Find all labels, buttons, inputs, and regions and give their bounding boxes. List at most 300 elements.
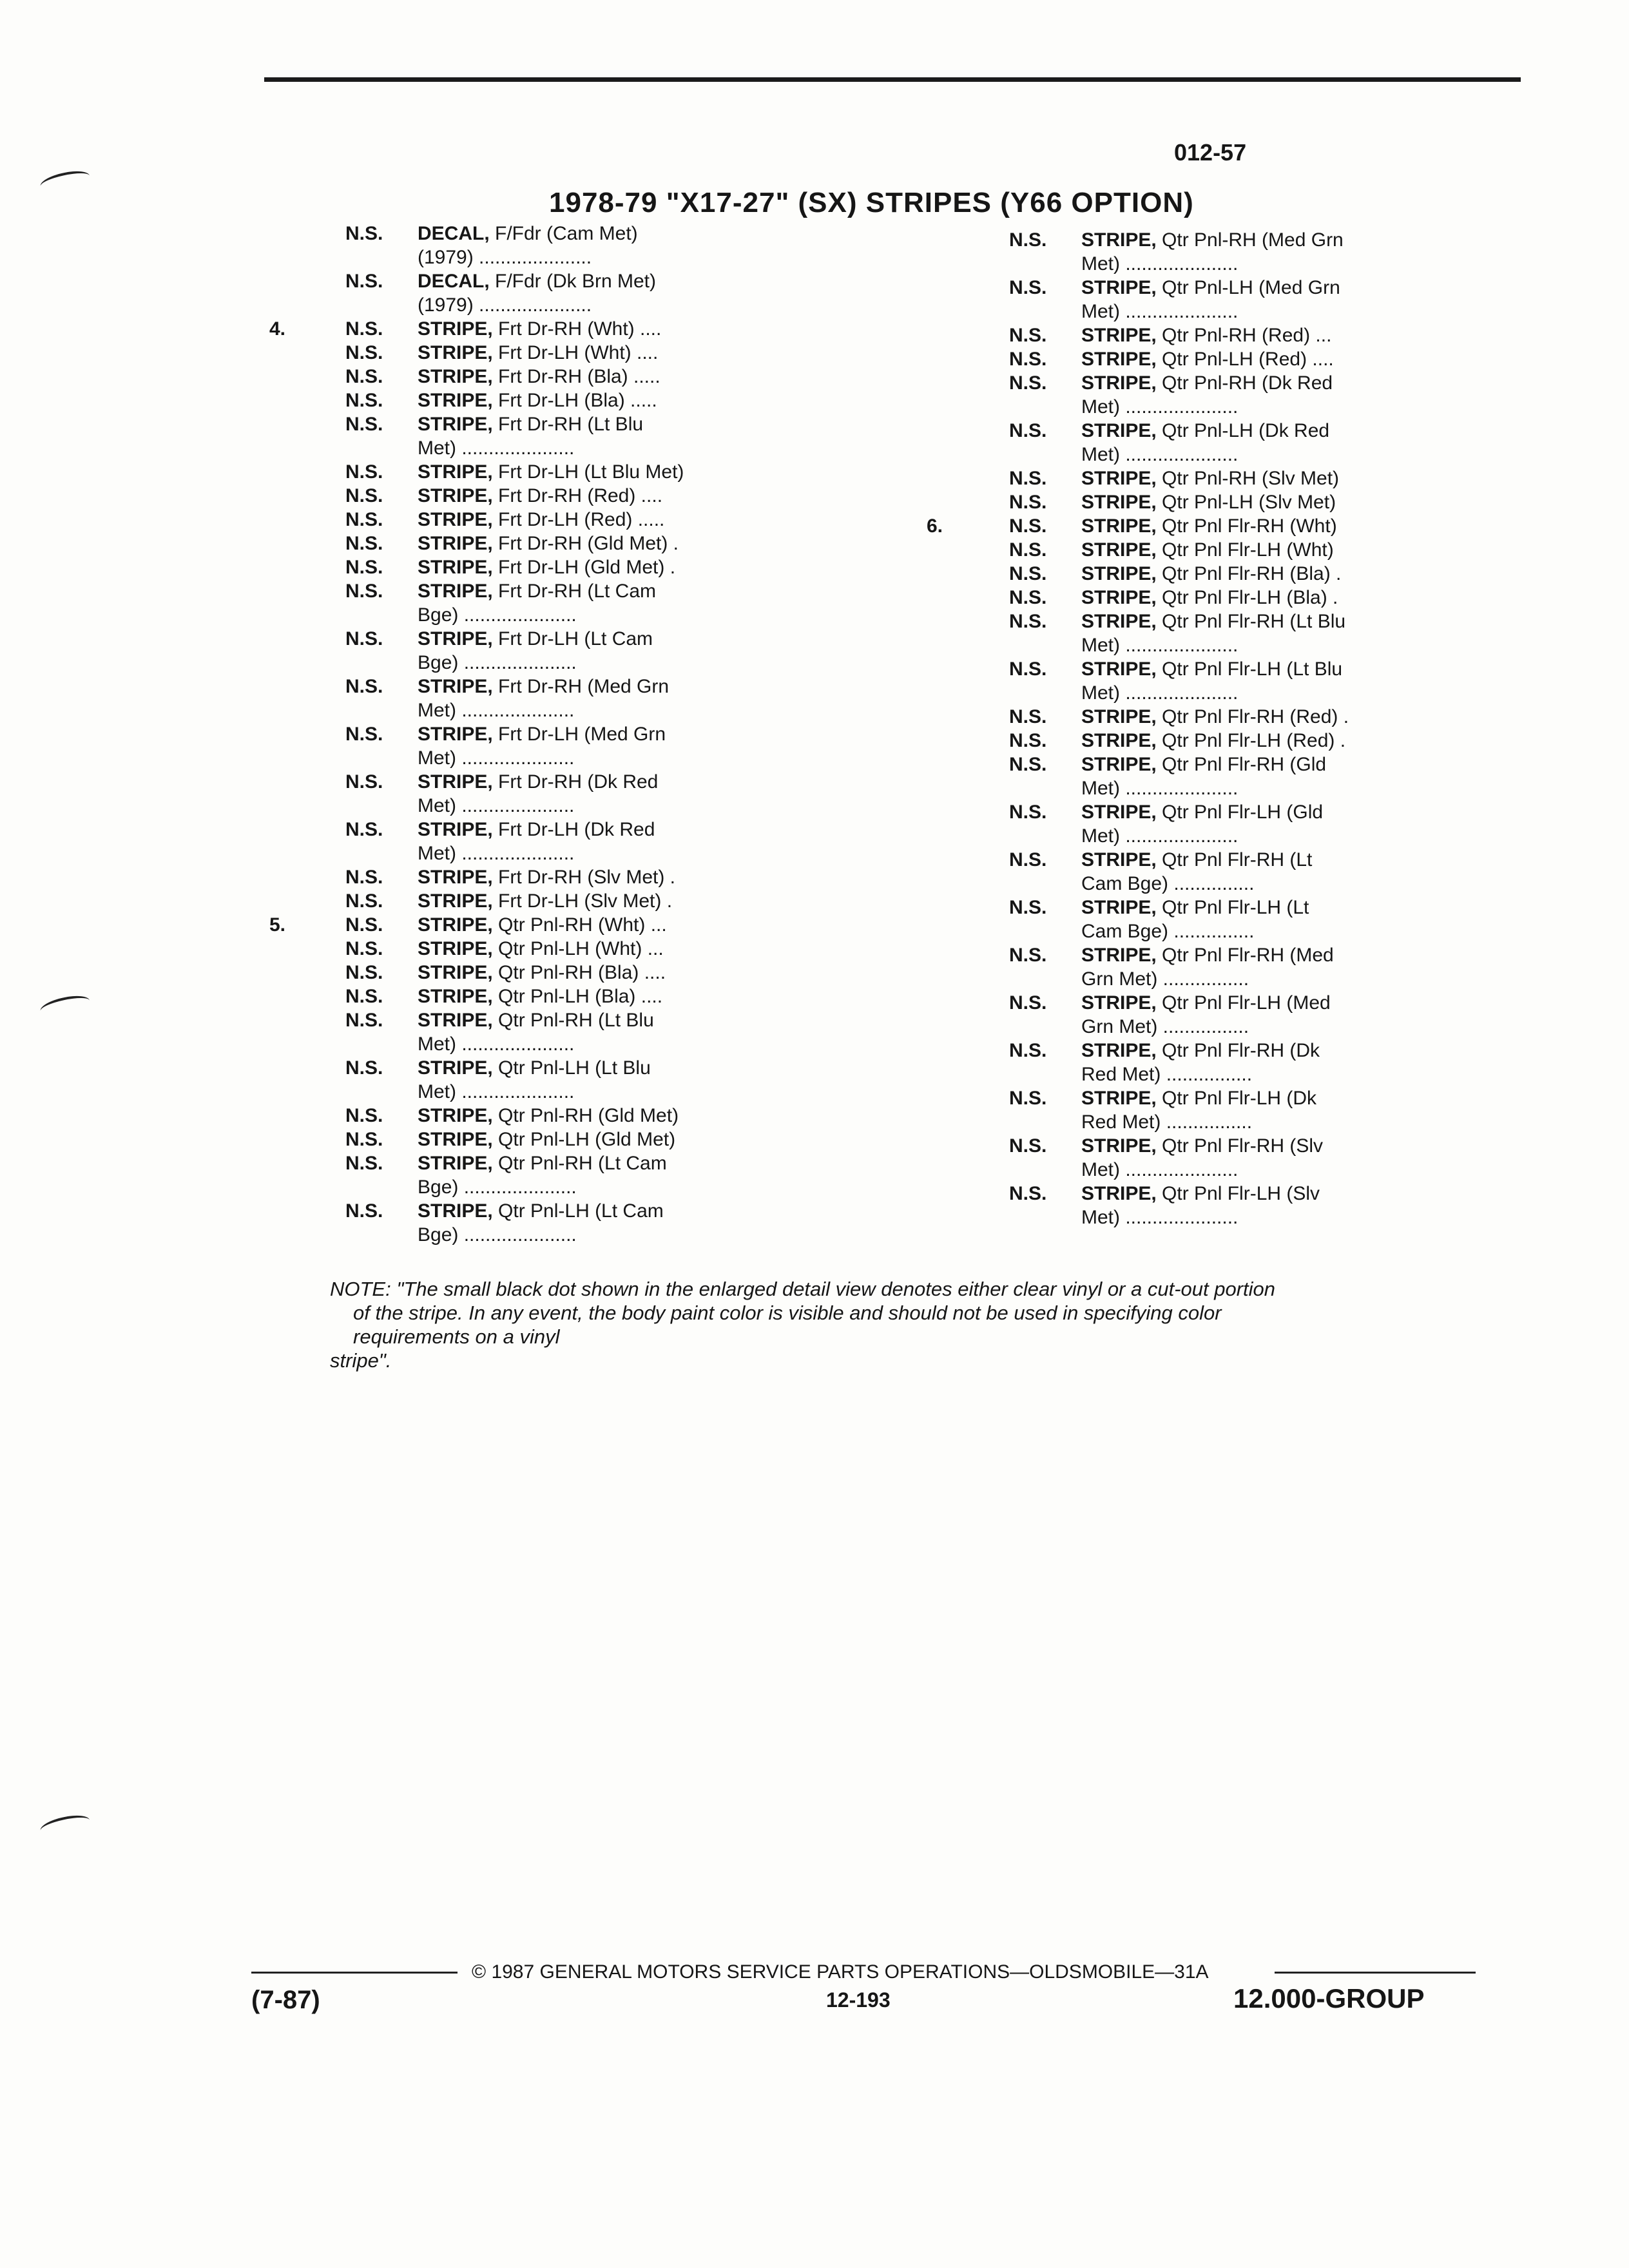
part-description-text: Frt Dr-RH (Bla) ..... [492, 366, 660, 387]
part-description-text: Qtr Pnl Flr-LH (Dk [1156, 1088, 1317, 1109]
part-number: N.S. [1009, 229, 1047, 251]
part-description-line [418, 389, 907, 412]
part-keyword: STRIPE, [1081, 563, 1157, 584]
part-keyword: STRIPE, [1081, 468, 1157, 489]
part-description-line [418, 913, 907, 937]
part-description-text: Frt Dr-RH (Slv Met) . [492, 867, 676, 888]
part-keyword: DECAL, [418, 271, 490, 292]
part-number: N.S. [345, 867, 383, 888]
part-keyword: STRIPE, [418, 557, 493, 578]
part-number: N.S. [345, 890, 383, 912]
part-number: N.S. [345, 962, 383, 983]
part-number: N.S. [1009, 468, 1047, 489]
part-number: N.S. [1009, 277, 1047, 298]
part-entry [1009, 1182, 1571, 1229]
part-entry [345, 937, 907, 961]
part-description-line [1081, 371, 1571, 395]
part-entry [345, 818, 907, 865]
part-description-line [1081, 300, 1571, 323]
part-description-line [418, 1151, 907, 1175]
part-entry [1009, 276, 1571, 323]
part-description-line [418, 317, 907, 341]
part-keyword: STRIPE, [1081, 897, 1157, 918]
part-entry [1009, 896, 1571, 943]
part-number: N.S. [1009, 492, 1047, 513]
part-description-text: Red Met) ................ [1081, 1064, 1253, 1085]
part-keyword: STRIPE, [1081, 658, 1157, 680]
part-entry [345, 1199, 907, 1247]
part-description-line [1081, 1158, 1571, 1182]
part-keyword: STRIPE, [418, 509, 493, 530]
part-description-text: Qtr Pnl Flr-RH (Gld [1156, 754, 1327, 775]
part-keyword: STRIPE, [418, 414, 493, 435]
part-description-line [418, 770, 907, 794]
page-code: 012-57 [1174, 139, 1247, 166]
part-keyword: STRIPE, [418, 461, 493, 483]
part-description-text: Frt Dr-LH (Gld Met) . [492, 557, 676, 578]
part-number: N.S. [1009, 730, 1047, 751]
part-description-line [1081, 991, 1571, 1015]
part-entry [1009, 419, 1571, 466]
part-keyword: STRIPE, [1081, 992, 1157, 1014]
part-description-line [1081, 228, 1571, 252]
part-entry [345, 484, 907, 508]
part-description-text: Qtr Pnl-LH (Dk Red [1156, 420, 1330, 441]
part-description-text: Frt Dr-RH (Gld Met) . [492, 533, 679, 554]
part-description-line [418, 603, 907, 627]
part-number: N.S. [1009, 372, 1047, 394]
part-description-line [418, 651, 907, 675]
part-description-line [1081, 490, 1571, 514]
part-number: N.S. [345, 557, 383, 578]
part-keyword: STRIPE, [1081, 372, 1157, 394]
part-number: N.S. [345, 1010, 383, 1031]
part-description-line [418, 865, 907, 889]
part-description-text: Frt Dr-LH (Slv Met) . [492, 890, 673, 912]
part-description-line [418, 555, 907, 579]
part-number: N.S. [345, 533, 383, 554]
part-description-line [418, 1175, 907, 1199]
part-description-text: Met) ..................... [418, 1081, 575, 1102]
part-entry [1009, 991, 1571, 1039]
part-description-line [1081, 919, 1571, 943]
part-number: N.S. [1009, 849, 1047, 870]
part-description-line [1081, 323, 1571, 347]
part-number: N.S. [345, 724, 383, 745]
part-description-text: Met) ..................... [1081, 1159, 1239, 1180]
part-description-line [418, 1008, 907, 1032]
part-description-text: Qtr Pnl Flr-LH (Med [1156, 992, 1331, 1014]
part-description-line [1081, 586, 1571, 610]
part-description-text: Qtr Pnl Flr-RH (Red) . [1156, 706, 1349, 727]
part-entry [345, 341, 907, 365]
part-description-text: Qtr Pnl Flr-RH (Lt Blu [1156, 611, 1346, 632]
part-keyword: STRIPE, [418, 986, 493, 1007]
part-description-text: Qtr Pnl-LH (Lt Cam [492, 1200, 664, 1222]
part-description-text: Met) ..................... [1081, 253, 1239, 274]
part-description-text: Qtr Pnl Flr-LH (Slv [1156, 1183, 1320, 1204]
part-description-line [418, 341, 907, 365]
part-description-line [1081, 657, 1571, 681]
part-entry [345, 675, 907, 722]
page-number: 12-193 [826, 1988, 891, 2012]
part-entry [1009, 466, 1571, 490]
part-description-text: Frt Dr-RH (Wht) .... [492, 318, 662, 340]
part-description-line [418, 794, 907, 818]
part-entry [1009, 1039, 1571, 1086]
part-entry [345, 770, 907, 818]
part-number: N.S. [1009, 611, 1047, 632]
part-description-text: Qtr Pnl Flr-LH (Bla) . [1156, 587, 1338, 608]
part-description-line [418, 675, 907, 698]
part-number: N.S. [1009, 754, 1047, 775]
part-entry [345, 1128, 907, 1151]
part-description-line [1081, 753, 1571, 776]
part-description-line [418, 508, 907, 532]
part-description-text: (1979) ..................... [418, 247, 592, 268]
part-description-text: Met) ..................... [418, 843, 575, 864]
note-line: NOTE: "The small black dot shown in the enlarged detail view denotes either clear vinyl or a cut-out portion [330, 1278, 1276, 1300]
part-description-line [418, 698, 907, 722]
part-description-line [418, 532, 907, 555]
part-keyword: STRIPE, [418, 819, 493, 840]
part-description-text: F/Fdr (Cam Met) [489, 223, 638, 244]
part-description-text: Met) ..................... [418, 795, 575, 816]
part-description-text: Frt Dr-LH (Lt Blu Met) [492, 461, 684, 483]
part-number: N.S. [345, 271, 383, 292]
part-keyword: STRIPE, [418, 390, 493, 411]
part-entry [345, 1104, 907, 1128]
part-description-text: Frt Dr-RH (Lt Blu [492, 414, 644, 435]
part-description-line [418, 627, 907, 651]
part-number: N.S. [1009, 897, 1047, 918]
part-description-line [1081, 681, 1571, 705]
part-keyword: STRIPE, [1081, 945, 1157, 966]
part-description-text: Qtr Pnl-RH (Lt Cam [492, 1153, 667, 1174]
part-keyword: STRIPE, [418, 628, 493, 649]
part-description-line [1081, 943, 1571, 967]
part-number: N.S. [1009, 945, 1047, 966]
binder-hole-mark [39, 168, 92, 195]
part-number: N.S. [345, 1200, 383, 1222]
part-entry [1009, 705, 1571, 729]
part-description-text: Qtr Pnl-RH (Lt Blu [492, 1010, 654, 1031]
part-number: N.S. [1009, 706, 1047, 727]
part-entry [345, 985, 907, 1008]
part-keyword: STRIPE, [1081, 754, 1157, 775]
part-description-text: Qtr Pnl Flr-LH (Gld [1156, 802, 1324, 823]
parts-list-right [927, 228, 1571, 1229]
part-number: N.S. [345, 819, 383, 840]
note-block [330, 1277, 1528, 1372]
part-number: N.S. [1009, 349, 1047, 370]
part-number: N.S. [345, 461, 383, 483]
part-description-line [1081, 1086, 1571, 1110]
part-description-line [418, 961, 907, 985]
part-keyword: STRIPE, [418, 867, 493, 888]
part-description-text: Met) ..................... [418, 747, 575, 769]
part-description-line [418, 579, 907, 603]
part-description-text: Frt Dr-LH (Lt Cam [492, 628, 653, 649]
part-entry [1009, 562, 1571, 586]
part-entry [1009, 848, 1571, 896]
part-description-line [418, 1128, 907, 1151]
part-number: N.S. [1009, 587, 1047, 608]
part-description-line [418, 365, 907, 389]
part-keyword: STRIPE, [1081, 706, 1157, 727]
part-keyword: DECAL, [418, 223, 490, 244]
part-entry [345, 269, 907, 317]
part-entry [269, 913, 907, 937]
part-description-line [418, 1032, 907, 1056]
part-description-line [1081, 776, 1571, 800]
part-entry [345, 627, 907, 675]
callout-number: 6. [927, 515, 943, 537]
part-description-text: Qtr Pnl Flr-RH (Dk [1156, 1040, 1320, 1061]
part-entry [1009, 753, 1571, 800]
part-description-text: Qtr Pnl Flr-RH (Slv [1156, 1135, 1324, 1157]
part-number: N.S. [345, 342, 383, 363]
part-description-line [418, 1104, 907, 1128]
part-description-line [1081, 538, 1571, 562]
part-keyword: STRIPE, [1081, 587, 1157, 608]
part-keyword: STRIPE, [1081, 611, 1157, 632]
part-number: N.S. [345, 390, 383, 411]
part-description-text: (1979) ..................... [418, 294, 592, 316]
part-number: N.S. [1009, 563, 1047, 584]
group-label: 12.000-GROUP [1233, 1983, 1425, 2013]
part-number: N.S. [345, 914, 383, 936]
part-keyword: STRIPE, [418, 1153, 493, 1174]
part-description-text: Frt Dr-LH (Red) ..... [492, 509, 665, 530]
footer-rule-left [251, 1972, 458, 1974]
part-keyword: STRIPE, [1081, 849, 1157, 870]
part-description-line [418, 436, 907, 460]
part-keyword: STRIPE, [1081, 802, 1157, 823]
parts-list-left [269, 222, 907, 1247]
part-description-line [1081, 1134, 1571, 1158]
part-description-text: Qtr Pnl-RH (Red) ... [1156, 325, 1332, 346]
part-description-line [1081, 1062, 1571, 1086]
part-description-text: Bge) ..................... [418, 652, 577, 673]
part-description-line [418, 484, 907, 508]
part-description-text: Met) ..................... [1081, 444, 1239, 465]
part-keyword: STRIPE, [418, 342, 493, 363]
part-keyword: STRIPE, [1081, 229, 1157, 251]
part-keyword: STRIPE, [1081, 277, 1157, 298]
part-number: N.S. [345, 986, 383, 1007]
part-entry [345, 365, 907, 389]
part-description-text: Met) ..................... [418, 437, 575, 459]
part-entry [1009, 1086, 1571, 1134]
part-keyword: STRIPE, [1081, 1040, 1157, 1061]
part-description-text: Met) ..................... [418, 1033, 575, 1055]
part-number: N.S. [345, 1153, 383, 1174]
part-description-text: Qtr Pnl Flr-LH (Lt [1156, 897, 1309, 918]
part-entry [345, 579, 907, 627]
part-description-text: Met) ..................... [1081, 635, 1239, 656]
part-number: N.S. [345, 1129, 383, 1150]
top-rule [264, 77, 1521, 82]
part-number: N.S. [345, 318, 383, 340]
part-entry [345, 865, 907, 889]
part-keyword: STRIPE, [1081, 492, 1157, 513]
part-number: N.S. [345, 676, 383, 697]
part-number: N.S. [1009, 802, 1047, 823]
part-entry [1009, 1134, 1571, 1182]
part-entry [345, 961, 907, 985]
part-entry [345, 1151, 907, 1199]
part-description-text: Cam Bge) ............... [1081, 921, 1255, 942]
part-description-text: Qtr Pnl Flr-RH (Wht) [1156, 515, 1337, 537]
part-number: N.S. [345, 581, 383, 602]
part-description-line [1081, 633, 1571, 657]
part-keyword: STRIPE, [1081, 1088, 1157, 1109]
part-entry [1009, 610, 1571, 657]
part-number: N.S. [345, 938, 383, 959]
part-description-text: Qtr Pnl-LH (Lt Blu [492, 1057, 651, 1079]
part-description-text: Met) ..................... [1081, 1207, 1239, 1228]
copyright-text: © 1987 GENERAL MOTORS SERVICE PARTS OPERATIONS—OLDSMOBILE—31A [472, 1961, 1209, 1983]
part-description-text: Met) ..................... [418, 700, 575, 721]
part-description-line [1081, 967, 1571, 991]
part-description-text: Frt Dr-RH (Red) .... [492, 485, 663, 506]
part-entry [927, 514, 1571, 538]
part-entry [1009, 347, 1571, 371]
part-entry [1009, 228, 1571, 276]
part-number: N.S. [1009, 1088, 1047, 1109]
part-entry [345, 412, 907, 460]
part-description-text: Qtr Pnl-RH (Med Grn [1156, 229, 1344, 251]
part-description-text: Qtr Pnl-RH (Bla) .... [492, 962, 666, 983]
part-keyword: STRIPE, [418, 962, 493, 983]
part-keyword: STRIPE, [1081, 515, 1157, 537]
part-keyword: STRIPE, [1081, 349, 1157, 370]
part-entry [345, 1008, 907, 1056]
part-keyword: STRIPE, [418, 318, 493, 340]
part-number: N.S. [345, 414, 383, 435]
part-description-text: Qtr Pnl-LH (Red) .... [1156, 349, 1334, 370]
part-description-line [1081, 1182, 1571, 1206]
part-keyword: STRIPE, [418, 1129, 493, 1150]
part-entry [345, 508, 907, 532]
part-entry [1009, 800, 1571, 848]
part-description-text: Qtr Pnl Flr-LH (Lt Blu [1156, 658, 1343, 680]
note-line: stripe". [330, 1349, 392, 1372]
part-description-line [1081, 347, 1571, 371]
part-description-text: Qtr Pnl Flr-RH (Bla) . [1156, 563, 1342, 584]
part-description-text: Bge) ..................... [418, 1177, 577, 1198]
part-number: N.S. [1009, 658, 1047, 680]
part-description-text: Qtr Pnl-RH (Dk Red [1156, 372, 1333, 394]
part-entry [1009, 371, 1571, 419]
part-number: N.S. [345, 628, 383, 649]
part-entry [345, 889, 907, 913]
part-description-line [1081, 800, 1571, 824]
part-keyword: STRIPE, [1081, 1183, 1157, 1204]
part-keyword: STRIPE, [1081, 325, 1157, 346]
part-description-text: Met) ..................... [1081, 778, 1239, 799]
part-description-line [418, 937, 907, 961]
part-entry [345, 389, 907, 412]
part-description-text: Met) ..................... [1081, 825, 1239, 847]
part-description-line [1081, 610, 1571, 633]
part-number: N.S. [345, 1105, 383, 1126]
part-description-text: Frt Dr-LH (Wht) .... [492, 342, 659, 363]
part-description-text: Frt Dr-LH (Med Grn [492, 724, 666, 745]
note-line: requirements on a vinyl [353, 1325, 560, 1348]
part-description-line [418, 1223, 907, 1247]
part-description-text: Red Met) ................ [1081, 1111, 1253, 1133]
part-keyword: STRIPE, [418, 581, 493, 602]
part-description-line [1081, 1039, 1571, 1062]
part-description-text: Grn Met) ................ [1081, 968, 1249, 990]
part-description-text: Qtr Pnl-LH (Gld Met) [492, 1129, 676, 1150]
part-description-line [418, 222, 907, 245]
part-entry [1009, 490, 1571, 514]
part-description-line [418, 841, 907, 865]
revision-date: (7-87) [251, 1986, 320, 2014]
part-description-text: Qtr Pnl-LH (Bla) .... [492, 986, 663, 1007]
part-entry [345, 722, 907, 770]
part-keyword: STRIPE, [418, 914, 493, 936]
part-number: N.S. [1009, 420, 1047, 441]
part-description-line [1081, 1015, 1571, 1039]
part-description-text: Qtr Pnl Flr-LH (Wht) [1156, 539, 1334, 561]
part-number: N.S. [1009, 539, 1047, 561]
part-description-line [418, 889, 907, 913]
part-number: N.S. [345, 485, 383, 506]
part-description-line [418, 269, 907, 293]
part-description-text: Qtr Pnl-LH (Wht) ... [492, 938, 664, 959]
part-number: N.S. [1009, 515, 1047, 537]
part-entry [345, 1056, 907, 1104]
part-entry [1009, 943, 1571, 991]
part-description-line [1081, 1110, 1571, 1134]
part-keyword: STRIPE, [1081, 420, 1157, 441]
part-keyword: STRIPE, [418, 1200, 493, 1222]
part-entry [269, 317, 907, 341]
part-keyword: STRIPE, [418, 771, 493, 793]
part-description-text: Frt Dr-LH (Bla) ..... [492, 390, 657, 411]
part-keyword: STRIPE, [418, 1010, 493, 1031]
part-entry [1009, 586, 1571, 610]
part-entry [345, 460, 907, 484]
page-title: 1978-79 "X17-27" (SX) STRIPES (Y66 OPTION) [549, 187, 1194, 218]
part-description-line [418, 412, 907, 436]
part-entry [345, 555, 907, 579]
part-description-text: Qtr Pnl Flr-RH (Med [1156, 945, 1334, 966]
part-number: N.S. [1009, 1135, 1047, 1157]
part-keyword: STRIPE, [418, 1105, 493, 1126]
part-number: N.S. [345, 771, 383, 793]
part-description-text: Bge) ..................... [418, 1224, 577, 1245]
part-description-line [1081, 562, 1571, 586]
part-entry [1009, 657, 1571, 705]
part-description-text: Met) ..................... [1081, 396, 1239, 418]
note-line: of the stripe. In any event, the body paint color is visible and should not be used in specifying color [353, 1302, 1222, 1324]
part-description-line [1081, 872, 1571, 896]
part-keyword: STRIPE, [1081, 539, 1157, 561]
part-description-line [1081, 514, 1571, 538]
part-description-line [1081, 824, 1571, 848]
part-description-text: Frt Dr-RH (Dk Red [492, 771, 659, 793]
part-description-line [1081, 1206, 1571, 1229]
part-description-line [1081, 705, 1571, 729]
part-description-line [1081, 896, 1571, 919]
part-description-line [418, 460, 907, 484]
part-description-line [1081, 848, 1571, 872]
